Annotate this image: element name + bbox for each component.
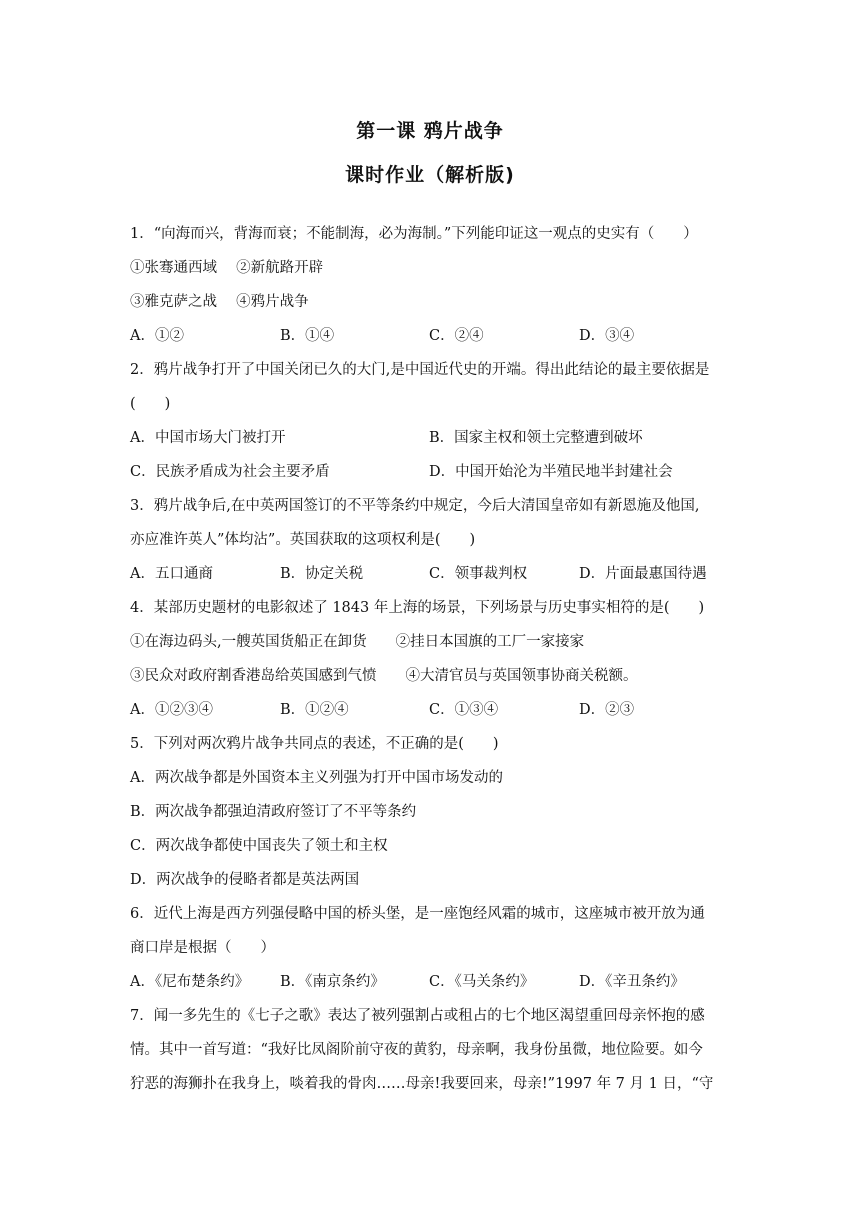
- question-6-stem-cont: 商口岸是根据（ ）: [130, 940, 275, 956]
- option-c: C．民族矛盾成为社会主要矛盾: [130, 464, 330, 480]
- question-4-item-line: ③民众对政府割香港岛给英国感到气愤 ④大清官员与英国领事协商关税额。: [130, 668, 638, 684]
- option-d: D．《辛丑条约》: [579, 974, 685, 990]
- option-b: B．①②④: [280, 702, 349, 718]
- question-1-stem: 1．“向海而兴，背海而衰；不能制海，必为海制。”下列能印证这一观点的史实有（ ）: [130, 226, 698, 242]
- option-d: D．②③: [579, 702, 635, 718]
- question-2-stem: 2．鸦片战争打开了中国关闭已久的大门,是中国近代史的开端。得出此结论的最主要依据是: [130, 362, 710, 378]
- option-a: A．中国市场大门被打开: [130, 430, 286, 446]
- question-4-options: [130, 700, 735, 720]
- question-7-stem: 7．闻一多先生的《七子之歌》表达了被列强割占或租占的七个地区渴望重回母亲怀抱的感: [130, 1008, 705, 1024]
- option-a: A．①②: [130, 328, 184, 344]
- question-3-stem-cont: 亦应准许英人”体均沾”。英国获取的这项权利是( ): [130, 532, 476, 548]
- option-c: C．领事裁判权: [429, 566, 528, 582]
- option-b: B．《南京条约》: [280, 974, 385, 990]
- question-7-stem-cont: 情。其中一首写道：“我好比凤阁阶前守夜的黄豹，母亲啊，我身份虽微，地位险要。如今: [130, 1042, 703, 1058]
- question-5-option-c: C．两次战争都使中国丧失了领土和主权: [130, 838, 388, 854]
- question-1-item-line: ③雅克萨之战 ④鸦片战争: [130, 294, 309, 310]
- question-2-stem-cont: ( ): [130, 396, 171, 412]
- question-4-item-line: ①在海边码头,一艘英国货船正在卸货 ②挂日本国旗的工厂一家接家: [130, 634, 585, 650]
- document-title: 第一课 鸦片战争: [356, 120, 504, 142]
- question-6-stem: 6．近代上海是西方列强侵略中国的桥头堡，是一座饱经风霜的城市，这座城市被开放为通: [130, 906, 705, 922]
- question-7-stem-cont: 狞恶的海狮扑在我身上，啖着我的骨肉……母亲!我要回来，母亲!”1997 年 7 月 1 日，“守: [130, 1076, 714, 1092]
- question-5-option-a: A．两次战争都是外国资本主义列强为打开中国市场发动的: [130, 770, 503, 786]
- question-5-option-b: B．两次战争都强迫清政府签订了不平等条约: [130, 804, 417, 820]
- option-b: B．协定关税: [280, 566, 364, 582]
- question-4-stem: 4．某部历史题材的电影叙述了 1843 年上海的场景，下列场景与历史事实相符的是( ): [130, 600, 705, 616]
- document-subtitle: 课时作业（解析版): [345, 164, 515, 186]
- option-d: D．③④: [579, 328, 635, 344]
- option-c: C．②④: [429, 328, 484, 344]
- option-b: B．①④: [280, 328, 335, 344]
- option-a: A．①②③④: [130, 702, 213, 718]
- question-3-options: [130, 564, 735, 584]
- option-d: D．片面最惠国待遇: [579, 566, 707, 582]
- option-c: C．①③④: [429, 702, 499, 718]
- question-5-stem: 5．下列对两次鸦片战争共同点的表述，不正确的是( ): [130, 736, 499, 752]
- question-1-item-line: ①张骞通西域 ②新航路开辟: [130, 260, 324, 276]
- question-1-options: [130, 326, 735, 346]
- option-a: A．《尼布楚条约》: [130, 974, 250, 990]
- question-2-options-row: [130, 428, 735, 448]
- option-c: C．《马关条约》: [429, 974, 535, 990]
- option-d: D．中国开始沦为半殖民地半封建社会: [429, 464, 673, 480]
- question-3-stem: 3．鸦片战争后,在中英两国签订的不平等条约中规定，今后大清国皇帝如有新恩施及他国,: [130, 498, 700, 514]
- question-6-options: [130, 972, 735, 992]
- question-2-options-row: [130, 462, 735, 482]
- question-5-option-d: D．两次战争的侵略者都是英法两国: [130, 872, 360, 888]
- option-a: A．五口通商: [130, 566, 213, 582]
- option-b: B．国家主权和领土完整遭到破坏: [429, 430, 643, 446]
